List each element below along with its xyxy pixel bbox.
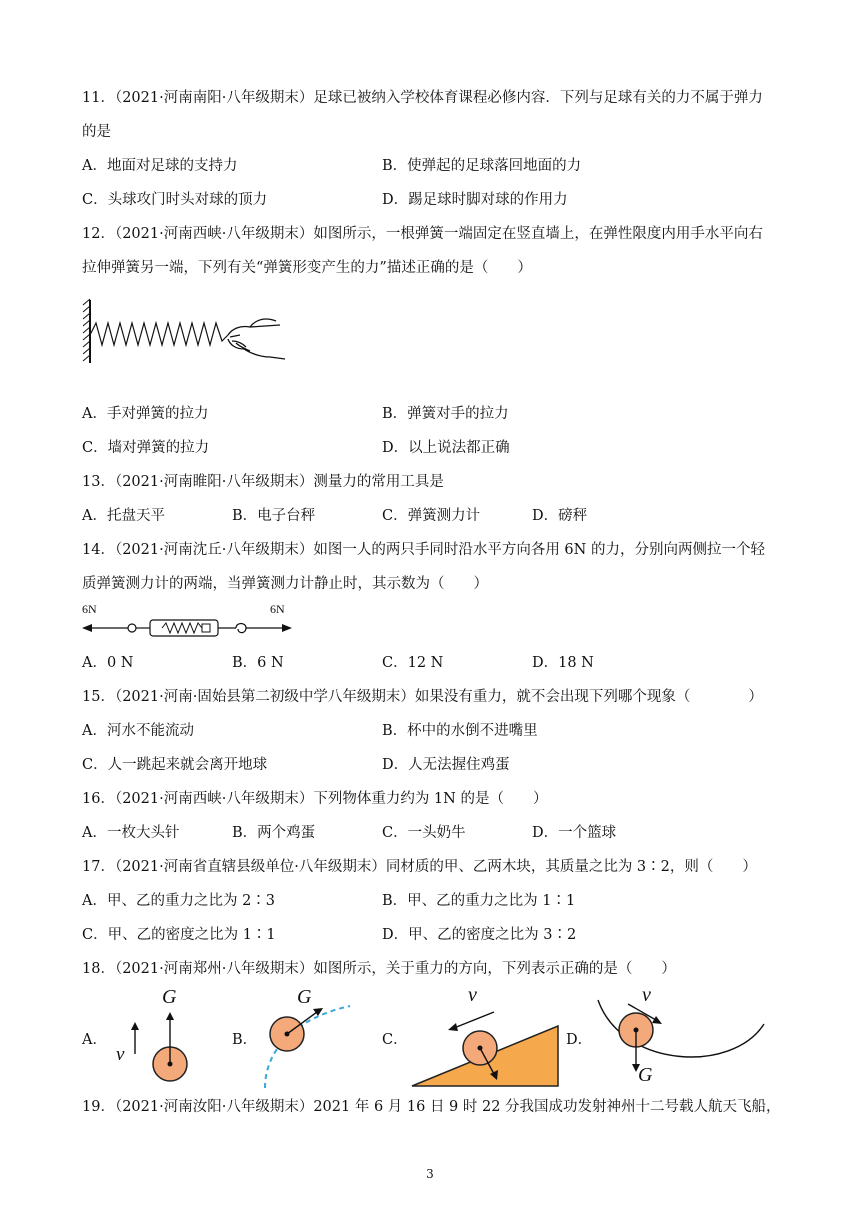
q14-options: [82, 653, 782, 673]
q16-option-a: A．一枚大头针: [82, 825, 180, 841]
spring-wall-hand-figure: [80, 295, 290, 375]
q18-c-v-label: v: [468, 984, 477, 1006]
q13-option-c: C．弹簧测力计: [382, 508, 481, 524]
q17-option-b: B．甲、乙的重力之比为 1∶1: [382, 893, 576, 909]
right-hook: [236, 624, 246, 633]
q19-stem: 19．（2021·河南汝阳·八年级期末）2021 年 6 月 16 日 9 时 22 分我国成功发射神州十二号载人航天飞船，: [82, 1099, 781, 1115]
gravity-arrow-head: [166, 1012, 174, 1020]
q12-options-row2: [82, 438, 782, 458]
q14-stem-line1: 14．（2021·河南沈丘·八年级期末）如图一人的两只手同时沿水平方向各用 6N 的力，分别向两侧拉一个轻: [82, 542, 765, 558]
q12-option-c: C．墙对弹簧的拉力: [82, 440, 210, 456]
scale-spring: [162, 623, 202, 633]
spring-scale-drawing: [80, 616, 295, 640]
q15-option-a: A．河水不能流动: [82, 723, 194, 739]
q18-d-v-label: v: [642, 984, 651, 1006]
q18-figure-a: [108, 986, 208, 1090]
q18-figure-c: [408, 984, 568, 1090]
q15-options-row1: [82, 721, 782, 741]
q15-stem: 15．（2021·河南·固始县第二初级中学八年级期末）如果没有重力，就不会出现下列哪个现象（ ）: [82, 689, 763, 705]
velocity-arrow-head: [448, 1023, 458, 1031]
q15-option-c: C．人一跳起来就会离开地球: [82, 757, 268, 773]
q18-option-c-label: C．: [382, 1032, 408, 1048]
q16-option-c: C．一头奶牛: [382, 825, 466, 841]
q18-stem: 18．（2021·河南郑州·八年级期末）如图所示，关于重力的方向，下列表示正确的是（ ）: [82, 961, 676, 977]
q14-option-c: C．12 N: [382, 655, 444, 671]
q14-option-a: A．0 N: [82, 655, 134, 671]
q18-a-v-label: v: [116, 1044, 125, 1065]
hand-outline: [228, 319, 285, 359]
q12-stem-line2: 拉伸弹簧另一端，下列有关“弹簧形变产生的力”描述正确的是（ ）: [82, 260, 532, 276]
q17-option-a: A．甲、乙的重力之比为 2∶3: [82, 893, 276, 909]
left-force-label: 6N: [82, 602, 97, 616]
q17-stem: 17．（2021·河南省直辖县级单位·八年级期末）同材质的甲、乙两木块，其质量之比为 3∶2，则（ ）: [82, 859, 757, 875]
q11-option-b: B．使弹起的足球落回地面的力: [382, 158, 582, 174]
q16-option-b: B．两个鸡蛋: [232, 825, 316, 841]
q12-stem-line1: 12．（2021·河南西峡·八年级期末）如图所示，一根弹簧一端固定在竖直墙上，在弹性限度内用手水平向右: [82, 226, 763, 242]
velocity-arrow-head: [131, 1022, 139, 1030]
q11-options-row2: [82, 190, 782, 210]
q17-options-row2: [82, 925, 782, 945]
q18-d-g-label: G: [638, 1064, 653, 1086]
q18-a-g-label: G: [162, 986, 177, 1008]
q13-option-b: B．电子台秤: [232, 508, 316, 524]
q12-option-a: A．手对弹簧的拉力: [82, 406, 209, 422]
q15-option-b: B．杯中的水倒不进嘴里: [382, 723, 538, 739]
q14-stem-line2: 质弹簧测力计的两端，当弹簧测力计静止时，其示数为（ ）: [82, 576, 488, 592]
spring-coil: [90, 323, 228, 345]
q18-option-d-label: D．: [566, 1032, 593, 1048]
q11-options-row1: [82, 156, 782, 176]
q13-option-a: A．托盘天平: [82, 508, 165, 524]
q13-option-d: D．磅秤: [532, 508, 588, 524]
q13-stem: 13．（2021·河南睢阳·八年级期末）测量力的常用工具是: [82, 474, 444, 490]
q13-options: [82, 506, 782, 526]
q18-figure-d: [592, 984, 772, 1090]
q15-option-d: D．人无法握住鸡蛋: [382, 757, 510, 773]
q12-option-b: B．弹簧对手的拉力: [382, 406, 509, 422]
page-number: 3: [426, 1167, 434, 1181]
q18-option-a-label: A．: [82, 1032, 107, 1048]
q17-options-row1: [82, 891, 782, 911]
q15-options-row2: [82, 755, 782, 775]
right-arrow-head: [282, 624, 292, 632]
left-ring: [128, 624, 136, 632]
q18-option-b-label: B．: [232, 1032, 258, 1048]
q12-options-row1: [82, 404, 782, 424]
q18-figure-b: [255, 986, 355, 1090]
q14-option-d: D．18 N: [532, 655, 594, 671]
q16-stem: 16．（2021·河南西峡·八年级期末）下列物体重力约为 1N 的是（ ）: [82, 791, 548, 807]
q16-option-d: D．一个篮球: [532, 825, 617, 841]
q11-stem-line1: 11．（2021·河南南阳·八年级期末）足球已被纳入学校体育课程必修内容．下列与足球有关的力不属于弹力: [82, 90, 763, 106]
velocity-arrow-head: [652, 1016, 662, 1024]
q17-option-c: C．甲、乙的密度之比为 1∶1: [82, 927, 276, 943]
q11-option-c: C．头球攻门时头对球的顶力: [82, 192, 268, 208]
q16-options: [82, 823, 782, 843]
right-force-label: 6N: [270, 602, 285, 616]
gravity-arrow-head: [313, 1008, 323, 1016]
spring-scale-figure: [80, 602, 295, 642]
q11-option-d: D．踢足球时脚对球的作用力: [382, 192, 568, 208]
q12-option-d: D．以上说法都正确: [382, 440, 510, 456]
q11-stem-line2: 的是: [82, 124, 111, 140]
q14-option-b: B．6 N: [232, 655, 284, 671]
wall-hatching: [83, 299, 90, 361]
left-arrow-head: [82, 624, 92, 632]
q11-option-a: A．地面对足球的支持力: [82, 158, 238, 174]
gravity-arrow-head: [632, 1064, 640, 1072]
q18-b-g-label: G: [297, 986, 312, 1008]
q17-option-d: D．甲、乙的密度之比为 3∶2: [382, 927, 577, 943]
